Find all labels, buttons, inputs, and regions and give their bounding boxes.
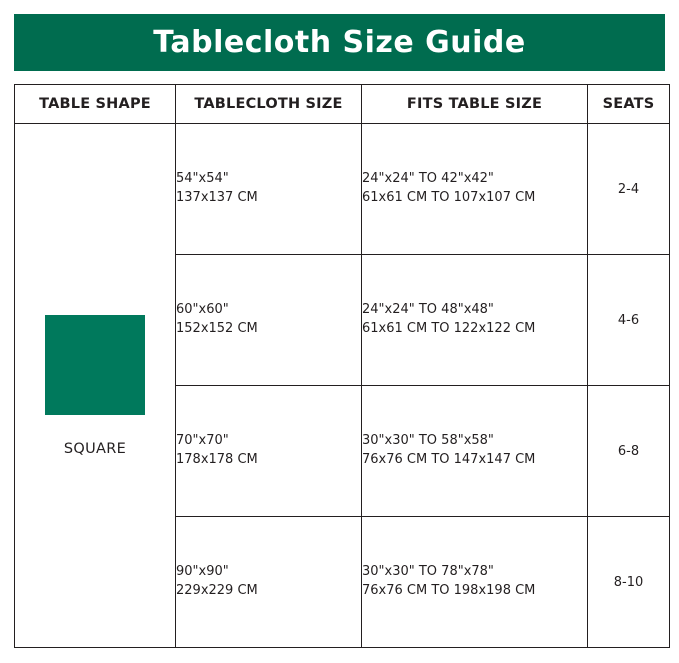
seats-cell: 4-6 xyxy=(588,255,670,386)
seats-cell: 2-4 xyxy=(588,124,670,255)
table-row xyxy=(15,124,670,255)
seats-cell: 6-8 xyxy=(588,386,670,517)
size-inches: 70"x70" xyxy=(176,433,229,449)
column-header-tablecloth-size: TABLECLOTH SIZE xyxy=(176,85,362,124)
square-swatch-icon xyxy=(45,315,145,415)
table-body xyxy=(15,124,670,648)
table-header xyxy=(15,85,670,124)
column-header-table-shape: TABLE SHAPE xyxy=(15,85,176,124)
fits-table-size-cell xyxy=(362,124,588,255)
shape-cell-square xyxy=(15,124,176,648)
fits-cm: 76x76 CM TO 198x198 CM xyxy=(362,583,536,598)
column-header-seats: SEATS xyxy=(588,85,670,124)
fits-inches: 30"x30" TO 78"x78" xyxy=(362,564,494,580)
size-cm: 137x137 CM xyxy=(176,190,258,205)
tablecloth-size-cell xyxy=(176,517,362,648)
fits-cm: 61x61 CM TO 107x107 CM xyxy=(362,190,536,205)
size-cm: 178x178 CM xyxy=(176,452,258,467)
title-bar xyxy=(14,14,665,71)
size-inches: 60"x60" xyxy=(176,302,229,318)
page-title: Tablecloth Size Guide xyxy=(153,25,526,60)
fits-inches: 24"x24" TO 42"x42" xyxy=(362,171,494,187)
table-header-row xyxy=(15,85,670,124)
fits-inches: 24"x24" TO 48"x48" xyxy=(362,302,494,318)
column-header-fits-table-size: FITS TABLE SIZE xyxy=(362,85,588,124)
fits-cm: 76x76 CM TO 147x147 CM xyxy=(362,452,536,467)
fits-cm: 61x61 CM TO 122x122 CM xyxy=(362,321,536,336)
tablecloth-size-cell xyxy=(176,124,362,255)
fits-table-size-cell xyxy=(362,517,588,648)
size-cm: 152x152 CM xyxy=(176,321,258,336)
shape-label: SQUARE xyxy=(63,440,127,457)
size-guide-table xyxy=(14,84,670,648)
tablecloth-size-cell xyxy=(176,255,362,386)
fits-table-size-cell xyxy=(362,255,588,386)
size-inches: 54"x54" xyxy=(176,171,229,187)
tablecloth-size-cell xyxy=(176,386,362,517)
fits-table-size-cell xyxy=(362,386,588,517)
seats-cell: 8-10 xyxy=(588,517,670,648)
size-cm: 229x229 CM xyxy=(176,583,258,598)
fits-inches: 30"x30" TO 58"x58" xyxy=(362,433,494,449)
size-inches: 90"x90" xyxy=(176,564,229,580)
